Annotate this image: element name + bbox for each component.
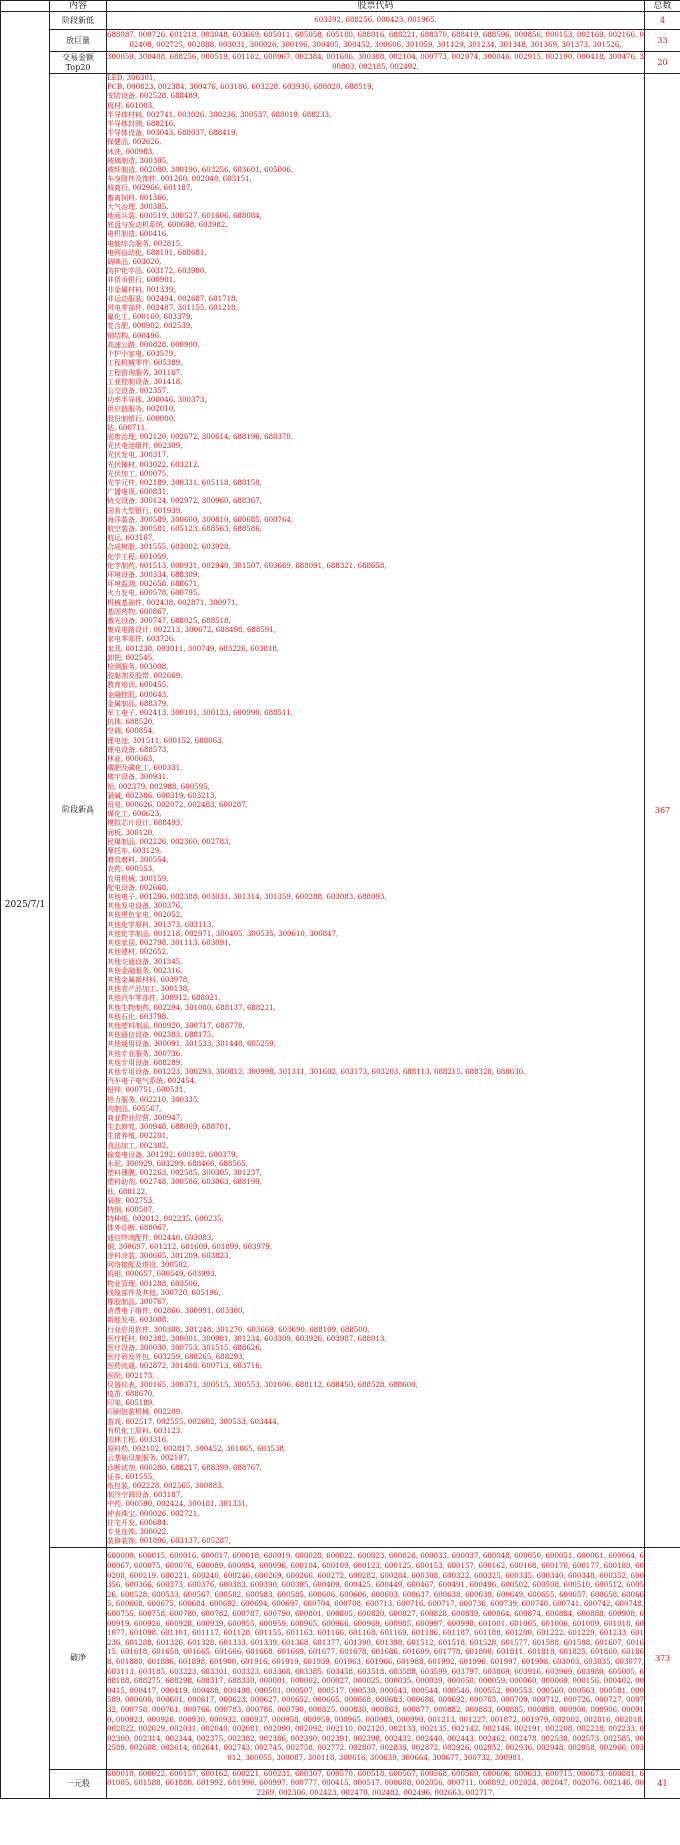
industry-line: 其他专用设备, 001223, 300293, 300812, 300998, 301311, 301602, 603173, 603203, 688113, 688215, 688328, 688630, [107,1067,526,1076]
turnover-top20-count: 20 [645,52,680,74]
industry-line: 电机制造, 600416, [107,230,169,239]
industry-line: 防护化学品, 603172, 603980, [107,267,207,276]
industry-line: 印刷包装机械, 002209, [107,1408,183,1417]
industry-line: 橡胶制品, 300767, [107,1298,169,1307]
industry-line: 配电设备, 002668, [107,883,169,892]
industry-line: 行业应用软件, 300308, 301248, 301270, 603669, 603690, 688109, 688500, [107,1325,370,1334]
industry-line: 体外诊断, 688067, [107,1224,169,1233]
industry-line: 航空装备, 300581, 605123, 688563, 688586, [107,524,262,533]
industry-line: 消费电子组件, 002866, 300991, 603380, [107,1307,245,1316]
industry-line: 光伏加工, 600075, [107,469,169,478]
net-broken-count: 373 [645,1547,680,1769]
industry-line: 大气治理, 300385, [107,202,169,211]
header-row [1,1,680,12]
industry-line: 仪器仪表, 300165, 300371, 300515, 300553, 301006, 688112, 688450, 688528, 688600, [107,1380,418,1389]
industry-line: 其他专用设备, 688289, [107,1058,183,1067]
industry-line: 物业管理, 001288, 603506, [107,1279,200,1288]
industry-line: 车身附件及饰件, 001260, 002048, 603151, [107,175,252,184]
industry-line: 生猪养殖, 002201, [107,1132,169,1141]
industry-line: 固废治理, 002120, 002672, 300614, 688196, 688370, [107,432,294,441]
industry-line: 半导体封测, 688216, [107,120,176,129]
industry-line: 电网自动化, 688191, 688681, [107,248,207,257]
header-count: 总数 [645,1,680,12]
industry-line: 其他通用设备, 300091, 301533, 301448, 605259, [107,1040,276,1049]
industry-line: 氧胺, 002753, [107,1196,155,1205]
industry-line: 个护小家电, 603579, [107,350,176,359]
industry-line: 模拟芯片设计, 688493, [107,819,183,828]
industry-line: 贸易, 000626, 002072, 002483, 600287, [107,801,248,810]
industry-line: 合成树脂, 301555, 603002, 603928, [107,543,231,552]
industry-line: 高速公路, 000828, 000900, [107,340,200,349]
industry-line: 其他石化, 603798, [107,1012,169,1021]
industry-line: 钨钼, 000657, 600549, 603993, [107,1270,217,1279]
industry-line: 空调, 600854, [107,727,155,736]
industry-line: 公交设备, 002357, [107,386,169,395]
industry-line: 风电零部件, 002487, 301155, 601218, [107,304,238,313]
industry-line: 非金属材料, 001339, [107,285,176,294]
industry-line: 卸把, 002545, [107,653,155,662]
industry-line: 其他汽车零部件, 300912, 688021, [107,994,221,1003]
industry-line: 磨具磨料, 300554, [107,856,169,865]
industry-line: 复合肥, 000902, 002539, [107,322,193,331]
industry-line: 林业, 000663, [107,755,155,764]
industry-line: 氟化工, 600160, 603379, [107,313,193,322]
industry-line: 特钢, 600507, [107,1205,155,1214]
stage-new-high-list [107,74,644,1547]
industry-line: 锂电池, 301511, 600152, 688063, [107,736,224,745]
industry-line: 钟表珠宝, 000026, 002721, [107,1509,200,1518]
industry-line: 轨交设备, 300124, 002972, 300960, 688367, [107,497,262,506]
industry-line: 摩托车, 603129, [107,847,162,856]
industry-line: 氯碱, 002386, 600319, 603213, [107,791,217,800]
stage-new-high-count: 367 [645,74,680,1548]
industry-line: 园林工程, 603316, [107,1436,169,1445]
industry-line: 抗体, 688520, [107,718,155,727]
industry-line: 供应链服务, 002010, [107,405,176,414]
industry-line: 光学元件, 002189, 300331, 605118, 688150, [107,478,262,487]
industry-line: 金属制品, 688379, [107,699,169,708]
industry-line: 其他化学原料, 301373, 603113, [107,920,214,929]
industry-line: 锂电设备, 688573, [107,745,169,754]
stage-new-high-label: 阶段新高 [50,74,107,1548]
industry-line: 原料药, 002102, 002817, 300452, 301065, 603538, [107,1445,287,1454]
industry-line: 玻璃制造, 300395, [107,156,169,165]
stage-new-low-label: 阶段新低 [50,12,107,30]
industry-line: 制冷空调设备, 603187, [107,1491,183,1500]
industry-line: 特种纸, 002012, 002235, 600235, [107,1215,224,1224]
big-volume-count: 33 [645,30,680,52]
stage-new-low-codes: 603392, 688256, 000423, 001965, [107,12,645,30]
industry-line: 肉制品, 605567, [107,1104,162,1113]
industry-line: 其他家居, 002798, 301113, 603091, [107,939,231,948]
stage-new-high-codes [107,74,645,1548]
stage-new-low-count: 4 [645,12,680,30]
industry-line: 机械基础件, 002438, 002871, 300971, [107,598,238,607]
industry-line: 疫苗, 688670, [107,1390,155,1399]
header-date [1,1,50,12]
industry-line: 涂料涂装, 300665, 301209, 603823, [107,1252,231,1260]
row-big-volume [1,30,680,52]
industry-line: 水泥, 300929, 603299, 688466, 688565, [107,1159,248,1168]
one-yuan-label: 一元股 [50,1769,107,1799]
industry-line: 广播电视, 600831, [107,488,169,497]
industry-line: 光伏发电, 300317, [107,451,169,460]
row-one-yuan [1,1769,680,1799]
industry-line: 通信终端配件, 002440, 603083, [107,1233,214,1242]
industry-line: 火力发电, 600578, 600795, [107,589,200,598]
date-cell: 2025/7/1 [1,12,50,1799]
industry-line: 医药流通, 002872, 301408, 600713, 603716, [107,1362,262,1371]
industry-line: 半导体设备, 003043, 688037, 688419, [107,129,238,138]
net-broken-label: 破净 [50,1547,107,1769]
industry-line: 冰洗, 000983, [107,147,155,156]
industry-line: 钢结构, 600496, [107,331,162,340]
industry-line: LED, 300301, [107,74,156,82]
industry-line: 输变电设备, 301292, 600192, 600379, [107,1150,238,1159]
industry-line: 玻纤制造, 002080, 300196, 603256, 603601, 605006, [107,166,294,175]
industry-line: 楼宇设备, 300931, [107,773,169,782]
industry-line: 化学制药, 001513, 000931, 002940, 301507, 603669, 688091, 688321, 688658, [107,561,387,570]
industry-line: 铝, 002379, 002988, 600595, [107,782,210,791]
industry-line: 其他交通设备, 301345, [107,957,183,966]
big-volume-label: 放巨量 [50,30,107,52]
industry-line: 安防设备, 002528, 688489, [107,92,200,101]
industry-line: 集成电路设计, 002213, 300672, 688498, 688591, [107,626,276,635]
industry-line: 网络接配及塔设, 300502, [107,1261,190,1270]
industry-line: 环境监测, 002658, 688671, [107,580,200,589]
industry-line: 印染, 605189, [107,1399,155,1408]
industry-line: 煤化工, 600623, [107,810,162,819]
industry-line: 钴, 600711, [107,423,148,432]
industry-line: 环境设备, 300334, 688309, [107,570,200,579]
industry-line: 装修装饰, 001896, 603137, 605287, [107,1537,231,1546]
industry-line: 胶黏剂及胶带, 002669, [107,672,183,681]
industry-line: 其他专业服务, 300736, [107,1049,183,1058]
industry-line: 工程咨询服务, 301167, [107,368,183,377]
industry-line: 其他通信设备, 002383, 688175, [107,1031,214,1040]
industry-line: 热力服务, 002210, 300335, [107,1095,200,1104]
industry-line: 线缆部件及其他, 300720, 605196, [107,1288,221,1297]
industry-line: 证券, 601555, [107,1472,155,1481]
industry-line: 电能综合服务, 002815, [107,239,183,248]
industry-line: 农药, 000553, [107,865,155,874]
industry-line: 底盘与发动机系统, 600698, 603982, [107,221,228,230]
turnover-top20-label: 交易金额Top20 [50,52,107,74]
industry-line: 诊断试剂, 000280, 688217, 688399, 688767, [107,1463,262,1472]
industry-line: 新能发电, 603008, [107,1316,169,1325]
industry-line: 其他塑料制品, 000920, 300717, 688778, [107,1021,245,1030]
industry-line: 面板, 300120, [107,828,155,837]
industry-line: 住宅开发, 600684, [107,1518,169,1527]
turnover-top20-codes: 300059, 300408, 688256, 000519, 601162, 600967, 002384, 001606, 300308, 002104, 000773, 002074, 300046, 002915, 002190, 000418, 300476, 300803, 002185, 002492, [107,52,645,74]
industry-line: 纸包装, 002228, 002565, 300883, [107,1482,224,1491]
industry-line: 军工电子, 002413, 300101, 300123, 600990, 688511, [107,709,294,718]
industry-line: 其他金属新材料, 603978, [107,975,190,984]
one-yuan-codes: 600010, 600022, 600157, 600162, 600221, 600231, 600307, 600570, 600518, 600567, 600568, 600569, 600606, 600633, 600715, 000673, 600881, 601005, 601588, 601880, 601992, 601996, 600997, 000777, 000415, 000517, 000608, 002056, 000711, 000892, 002024, 002047, 002076, 002146, 002269, 002306, 002423, 002470, 002482, 002496, 002663, 002717, [107,1769,645,1799]
industry-line: 海洋装备, 300589, 300600, 300810, 600685, 600764, [107,515,294,524]
industry-line: 其他金融服务, 002316, [107,966,183,975]
industry-line: 航运, 603167, [107,534,155,543]
industry-line: 光伏电池组件, 002309, [107,442,183,451]
industry-line: 磷肥及磷化工, 600331, [107,764,183,773]
industry-line: 其他发电设备, 300376, [107,902,183,911]
industry-line: 医疗研发外包, 603259, 688265, 688293, [107,1353,245,1362]
industry-line: 检测服务, 003008, [107,663,169,671]
big-volume-codes: 688087, 000726, 601218, 003048, 603669, 605011, 605058, 605180, 688016, 688221, 688370, 688419, 688596, 000856, 000153, 002169, 002166, 002408, 002725, 002888, 003031, 300026, 300196, 300405, 300452, 300606, 301059, 301129, 301234, 301348, 301369, 301373, 301526, [107,30,645,52]
industry-line: 专业连锁, 300022, [107,1528,169,1537]
industry-line: 游戏, 002517, 002555, 002602, 300533, 603444, [107,1417,280,1426]
industry-line: 塑料助剂, 002748, 300586, 603063, 688199, [107,1178,262,1187]
industry-line: 家具, 001238, 003011, 300749, 603226, 603818, [107,644,280,653]
industry-line: 调味品, 603020, [107,258,162,267]
industry-line: 钛, 688122, [107,1187,148,1196]
net-broken-codes: 600000, 600015, 600016, 600017, 600018, 600019, 600020, 600022, 600023, 600026, 600033, 600037, 600048, 600050, 600051, 600061, 600064, 600067, 600075, 600076, 600089, 600094, 600096, 600104, 600109, 600123, 600125, 600153, 600157, 600162, 600168, 600170, 600177, 600180, 600208, 600219, 600221, 600240, 600246, 600269, 600266, 600272, 600282, 600284, 600308, 600322, 600325, 600335, 600340, 600348, 600352, 600356, 600366, 600373, 600376, 600383, 600390, 600395, 600409, 600425, 600449, 600467, 600491, 600496, 600502, 600508, 600510, 600512, 600526, 600528, 600533, 600567, 600582, 600583, 600585, 600606, 600606, 600603, 600637, 600638, 600639, 600649, 600655, 600657, 600658, 600665, 600668, 600675, 600684, 600692, 600694, 600697, 600704, 600708, 600713, 600716, 600717, 600736, 600739, 600740, 600741, 600742, 600748, 600755, 600758, 600780, 600782, 600787, 600790, 600801, 600805, 600820, 600827, 600828, 600839, 600864, 600874, 600884, 600888, 600908, 600919, 600926, 600928, 600939, 600955, 600959, 600965, 600966, 600969, 600985, 600997, 600998, 601001, 601005, 601006, 601009, 601018, 601077, 601098, 601101, 601117, 601128, 601155, 601163, 601166, 601168, 601169, 601186, 601187, 601188, 601200, 601222, 601229, 601233, 601236, 601288, 601326, 601328, 601333, 601339, 601368, 601377, 601390, 601398, 601512, 601518, 601528, 601577, 601588, 601598, 601607, 601615, 601618, 601658, 601665, 601666, 601668, 601669, 601677, 601678, 601686, 601699, 601778, 601800, 601811, 601818, 601825, 601860, 601868, 601880, 601886, 601898, 601900, 601916, 601919, 601939, 601963, 601966, 601988, 601992, 601996, 601997, 601998, 603003, 603035, 603077, 603113, 603185, 603223, 603301, 603323, 603368, 603385, 603458, 603518, 603588, 603599, 603797, 603869, 603916, 603969, 603980, 605005, 688188, 688275, 688298, 688317, 688330, 000001, 000002, 000027, 000025, 000035, 000039, 000050, 000059, 000060, 000069, 000156, 000402, 000415, 000417, 000419, 000488, 000498, 000501, 000507, 000517, 000530, 000543, 000544, 000546, 000552, 000553, 000560, 000563, 000581, 000589, 000600, 000601, 000617, 000623, 000627, 000652, 000665, 000668, 000683, 000686, 000692, 000703, 000709, 000712, 000726, 000727, 000732, 000758, 000761, 000766, 000783, 000786, 000790, 000825, 000830, 000863, 000877, 000882, 000883, 000885, 000898, 000900, 000906, 000910, 000923, 000926, 000930, 000932, 000937, 000958, 000959, 000965, 000983, 000990, 001213, 001227, 001872, 001979, 002002, 002016, 002018, 002022, 002029, 002031, 002040, 002081, 002090, 002092, 002110, 002120, 002133, 002135, 002142, 002146, 002191, 002208, 002228, 002233, 002300, 002314, 002344, 002375, 002382, 002386, 002390, 002391, 002398, 002432, 002440, 002443, 002462, 002478, 002538, 002573, 002585, 002589, 002608, 002614, 002641, 002743, 002745, 002758, 002772, 002807, 002839, 002872, 002926, 002932, 002936, 002948, 002958, 002966, 003012, 300055, 300087, 300118, 300616, 300639, 300664, 300677, 300732, 300981, [107,1547,645,1769]
industry-line: 其他建材, 002652, [107,948,169,957]
industry-line: 工业控制设备, 301418, [107,377,183,386]
industry-line: 医疗设备, 300030, 300753, 301515, 688626, [107,1344,262,1353]
industry-line: 家电零部件, 603726, [107,635,176,644]
industry-line: 地面兵装, 600519, 300527, 601606, 688084, [107,212,262,221]
industry-line: 医院, 002173, [107,1371,155,1380]
industry-line: 教育培训, 600455, [107,681,169,690]
industry-line: 国有大型银行, 601939, [107,506,183,515]
industry-line: 其他化学制品, 001218, 002971, 300405, 300535, 300610, 300847, [107,929,339,938]
row-turnover-top20 [1,52,680,74]
industry-line: 光伏辅材, 003022, 603212, [107,460,200,469]
industry-line: 其他黑色家电, 002052, [107,911,183,920]
industry-line: 其他电子, 001296, 002388, 003031, 301314, 301359, 600288, 603083, 688093, [107,893,387,902]
industry-line: 其他农产品加工, 300138, [107,985,190,994]
industry-line: 金融控股, 600643, [107,690,169,699]
industry-line: 股份制银行, 600000, [107,414,176,423]
industry-line: 塑料薄膜, 002263, 002585, 300305, 301237, [107,1169,262,1178]
one-yuan-count: 41 [645,1769,680,1799]
industry-line: 民爆制品, 002226, 002360, 002783, [107,837,231,846]
row-stage-new-low [1,12,680,30]
industry-line: 化学工程, 601059, [107,552,169,561]
industry-line: 商业物业经营, 300947, [107,1113,183,1122]
industry-line: 铅锌, 000751, 600531, [107,1086,186,1095]
industry-line: 保健品, 002626, [107,138,162,147]
industry-line: 云基础设施服务, 002197, [107,1454,190,1463]
industry-line: 工程机械零件, 605389, [107,359,183,368]
industry-line: 非货币银行, 600901, [107,276,176,285]
industry-line: 畜禽饲料, 001366, [107,193,169,202]
industry-line: 铜, 300697, 601212, 601609, 601899, 603979, [107,1242,273,1251]
industry-line: 有机化工原料, 603123, [107,1426,183,1435]
industry-line: 其他生物制药, 002294, 301080, 688137, 688221, [107,1003,276,1012]
industry-line: 板材, 601003, [107,101,155,110]
row-stage-new-high [1,74,680,1548]
industry-line: 城商行, 002966, 601187, [107,184,193,193]
industry-line: 中药, 000590, 002424, 300181, 301331, [107,1500,248,1509]
industry-line: 汽车电子电气系统, 002454, [107,1077,197,1086]
industry-line: 基因药物, 600867, [107,607,169,616]
industry-line: 食品加工, 002302, [107,1141,169,1150]
industry-line: 医疗耗材, 002382, 300001, 300981, 301234, 603309, 603926, 603987, 688013, [107,1334,387,1343]
industry-line: 农用机械, 300159, [107,874,169,883]
industry-line: 非运动服装, 002494, 002687, 601718, [107,294,238,303]
industry-line: 激光设备, 300747, 688025, 688518, [107,616,231,625]
header-codes: 股票代码 [107,1,645,12]
industry-line: PCB, 000823, 002384, 300476, 603186, 603228, 603936, 688020, 688519, [107,83,374,92]
industry-line: 生态修复, 300948, 688069, 688701, [107,1123,231,1132]
industry-line: 功率半导体, 300046, 300373, [107,396,207,405]
row-net-broken [1,1547,680,1769]
industry-line: 半导体材料, 002741, 003026, 300236, 300537, 688019, 688233, [107,110,332,119]
header-category: 内容 [50,1,107,12]
